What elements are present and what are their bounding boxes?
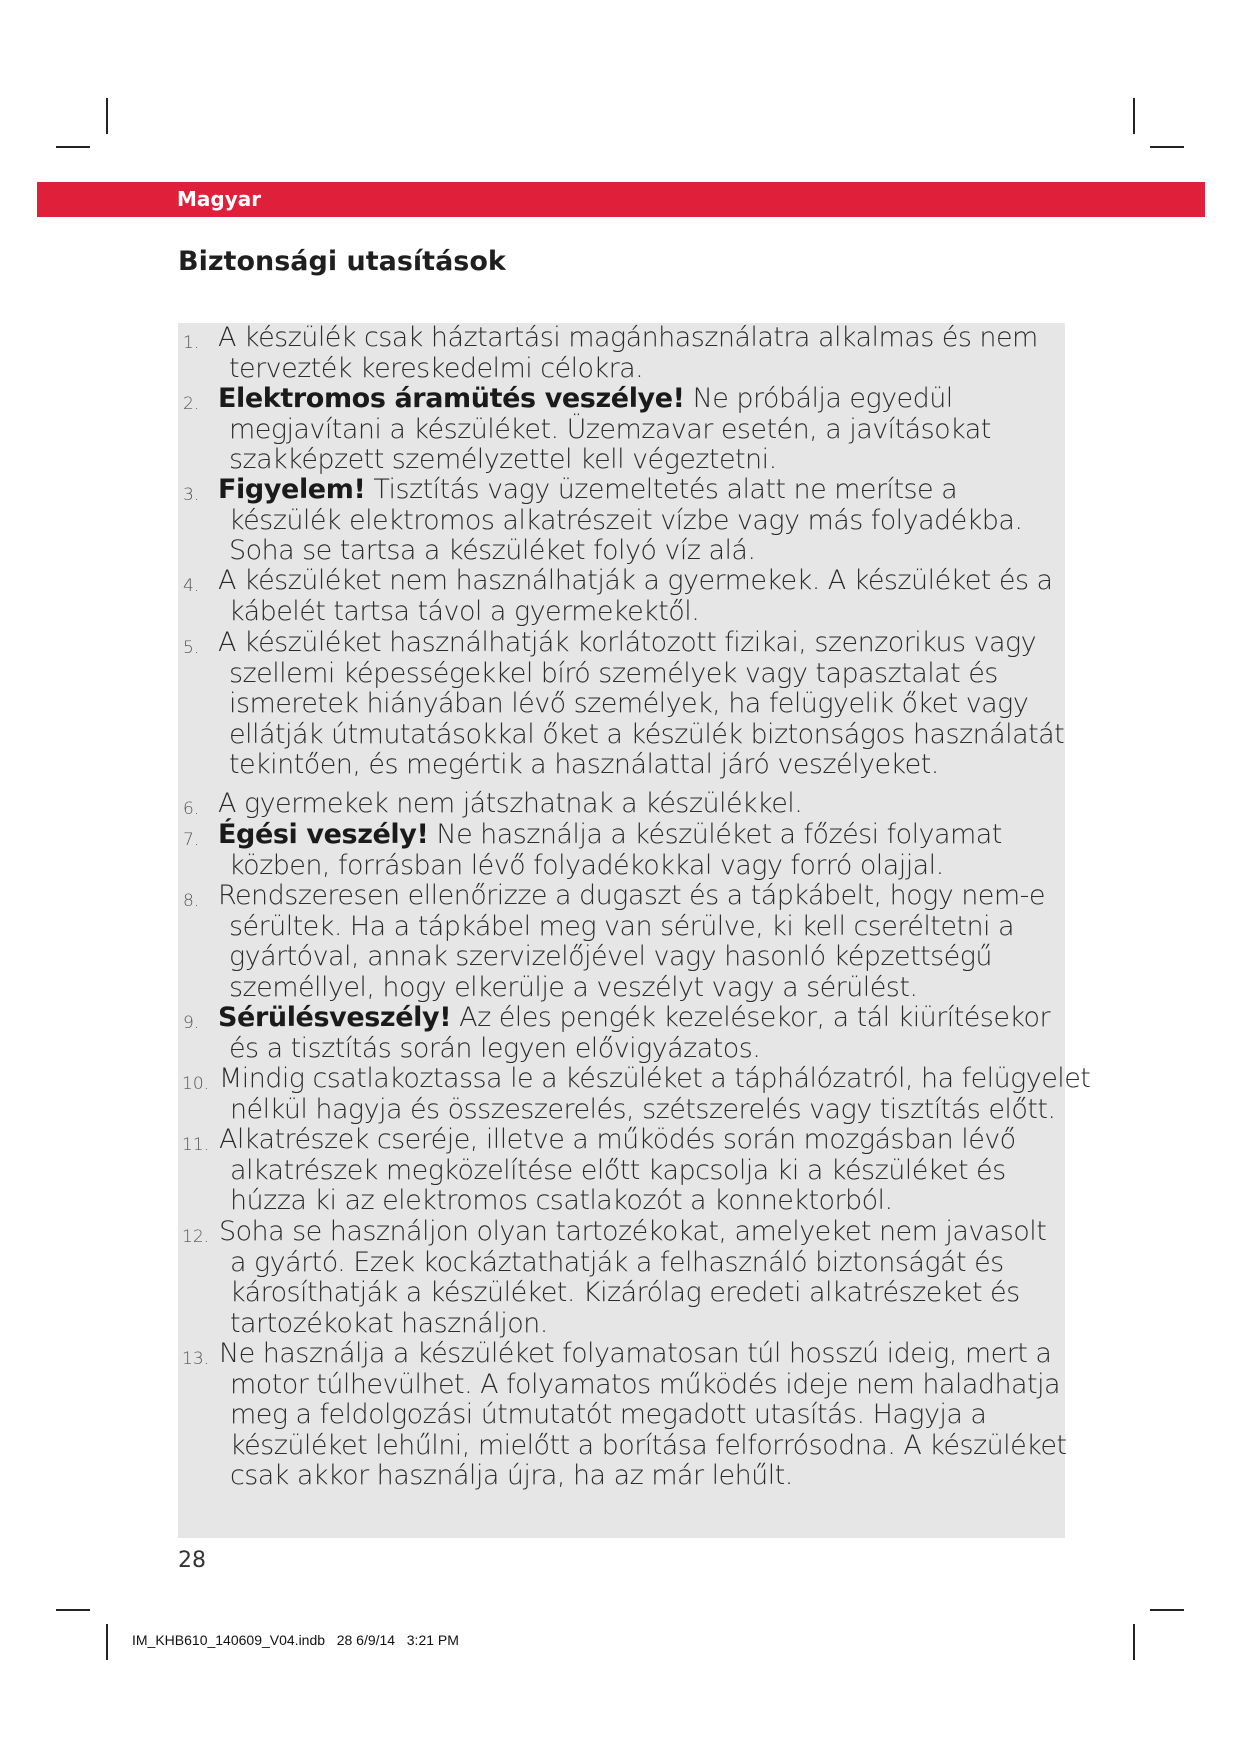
safety-item-text [178, 475, 1065, 567]
safety-item [178, 789, 1065, 820]
safety-item-text [178, 323, 1065, 384]
crop-mark-top-right-horizontal [1150, 146, 1184, 148]
crop-mark-top-left-vertical [106, 98, 108, 134]
warning-highlight: Elektromos áramütés veszélye! [218, 383, 685, 414]
safety-item-line: A gyermekek nem játszhatnak a készülékkel. [218, 788, 803, 819]
safety-item [178, 820, 1065, 881]
safety-item [178, 1125, 1065, 1217]
language-header-bar [37, 182, 1205, 217]
crop-mark-top-right-vertical [1133, 98, 1135, 134]
safety-item-number: 8. [183, 891, 200, 911]
safety-item-line: húzza ki az elektromos csatlakozót a konnektorból. [230, 1185, 893, 1216]
safety-item-line: A készülék csak háztartási magánhasználatra alkalmas és nem [218, 322, 1038, 353]
safety-item-line: meg a feldolgozási útmutatót megadott utasítás. Hagyja a [230, 1399, 987, 1430]
safety-item-number: 12. [182, 1227, 210, 1247]
safety-item-line: és a tisztítás során legyen elővigyázatos. [229, 1032, 761, 1064]
safety-item-number: 4. [183, 576, 200, 596]
safety-item-text [178, 1339, 1065, 1492]
safety-item-line [218, 475, 1065, 506]
safety-item [178, 384, 1065, 476]
safety-item-line: a gyártó. Ezek kockáztathatják a felhasználó biztonságát és [230, 1246, 1004, 1278]
safety-item [178, 323, 1065, 384]
safety-item-line: A készüléket nem használhatják a gyermekek. A készüléket és a [218, 565, 1053, 596]
safety-item-number: 11. [182, 1135, 210, 1155]
safety-item-line: Soha se tartsa a készüléket folyó víz alá. [229, 535, 756, 566]
safety-item-line: tekintően, és megértik a használattal járó veszélyeket. [229, 749, 939, 780]
safety-item [178, 475, 1065, 567]
safety-item [178, 1339, 1065, 1492]
safety-item-number: 13. [182, 1349, 210, 1369]
safety-item [178, 1217, 1065, 1339]
crop-mark-bottom-left-horizontal [56, 1609, 90, 1611]
safety-item-line [218, 820, 1065, 851]
safety-item-text [178, 881, 1065, 1003]
safety-item-line: megjavítani a készüléket. Üzemzavar esetén, a javításokat [229, 413, 991, 445]
safety-item-line: Alkatrészek cseréje, illetve a működés során mozgásban lévő [219, 1124, 1016, 1155]
safety-item-line: szellemi képességekkel bíró személyek vagy tapasztalat és [229, 657, 998, 689]
safety-item-line: személlyel, hogy elkerülje a veszélyt vagy a sérülést. [229, 971, 918, 1003]
warning-highlight: Sérülésveszély! [218, 1002, 452, 1033]
page-number: 28 [178, 1548, 206, 1573]
safety-item-line [218, 384, 1065, 415]
safety-item-line: Mindig csatlakoztassa le a készüléket a táphálózatról, ha felügyelet [219, 1063, 1091, 1094]
safety-item-line: ismeretek hiányában lévő személyek, ha felügyelik őket vagy [229, 688, 1029, 719]
safety-item-line-text: Tisztítás vagy üzemeltetés alatt ne merítse a [365, 474, 958, 505]
safety-item-line: motor túlhevülhet. A folyamatos működés ideje nem haladhatja [230, 1368, 1060, 1400]
safety-item-number: 6. [183, 799, 200, 819]
safety-item-text [178, 789, 1065, 820]
safety-item-number: 5. [183, 638, 200, 658]
crop-mark-bottom-right-vertical [1133, 1624, 1135, 1660]
safety-item-number: 9. [183, 1013, 200, 1033]
safety-item-text [178, 1217, 1065, 1339]
safety-item-line-text: Ne használja a készüléket a főzési folyamat [428, 819, 1002, 850]
crop-mark-top-left-horizontal [56, 146, 90, 148]
safety-item-line: sérültek. Ha a tápkábel meg van sérülve, ki kell cseréltetni a [229, 910, 1014, 942]
safety-item-line: készüléket lehűlni, mielőtt a borítása felforrósodna. A készüléket [230, 1429, 1067, 1461]
safety-item [178, 628, 1065, 781]
crop-mark-bottom-left-vertical [106, 1624, 108, 1660]
safety-item-line: gyártóval, annak szervizelőjével vagy hasonló képzettségű [229, 941, 992, 972]
safety-item-text [178, 1125, 1065, 1217]
safety-item [178, 1063, 1091, 1125]
safety-item-line: tervezték kereskedelmi célokra. [229, 352, 644, 384]
safety-item [178, 881, 1065, 1003]
safety-item-number: 10. [182, 1074, 210, 1094]
language-label: Magyar [177, 187, 262, 211]
safety-item-text [178, 820, 1065, 881]
safety-item-line: szakképzett személyzettel kell végeztetni. [229, 444, 777, 475]
safety-item-text [178, 628, 1065, 781]
safety-item-line: készülék elektromos alkatrészeit vízbe vagy más folyadékba. [229, 504, 1023, 536]
safety-item-line: alkatrészek megközelítése előtt kapcsolja ki a készüléket és [230, 1154, 1006, 1186]
safety-item-number: 2. [183, 394, 200, 414]
safety-item [178, 1003, 1065, 1064]
safety-item-line: Soha se használjon olyan tartozékokat, amelyeket nem javasolt [219, 1216, 1047, 1247]
section-title: Biztonsági utasítások [178, 246, 506, 277]
safety-item-line: kábelét tartsa távol a gyermekektől. [229, 595, 700, 627]
safety-item-number: 7. [183, 830, 200, 850]
safety-item-line-text: Ne próbálja egyedül [684, 383, 953, 414]
safety-item-line: A készüléket használhatják korlátozott fizikai, szenzorikus vagy [218, 627, 1037, 658]
print-file-info: IM_KHB610_140609_V04.indb 28 6/9/14 3:21 PM [132, 1632, 459, 1648]
crop-mark-bottom-right-horizontal [1150, 1609, 1184, 1611]
safety-item-line: Ne használja a készüléket folyamatosan túl hosszú ideig, mert a [219, 1338, 1052, 1369]
safety-item-line: károsíthatják a készüléket. Kizárólag eredeti alkatrészeket és [230, 1277, 1020, 1308]
safety-item-text [178, 384, 1065, 476]
safety-item-line: csak akkor használja újra, ha az már lehűlt. [230, 1460, 793, 1491]
safety-item-text [178, 566, 1065, 627]
safety-item-line: közben, forrásban lévő folyadékokkal vagy forró olajjal. [229, 849, 944, 881]
safety-item-number: 1. [183, 333, 200, 353]
safety-item-number: 3. [183, 485, 200, 505]
safety-item-line: ellátják útmutatásokkal őket a készülék biztonságos használatát [229, 718, 1065, 750]
safety-instructions-box [178, 322, 1091, 1538]
safety-item-line: tartozékokat használjon. [230, 1307, 548, 1339]
safety-item-line-text: Az éles pengék kezelésekor, a tál kiürítésekor [451, 1002, 1051, 1033]
safety-item-text [178, 1063, 1091, 1125]
safety-item-line: Rendszeresen ellenőrizze a dugaszt és a tápkábelt, hogy nem-e [218, 880, 1045, 911]
safety-item-line: nélkül hagyja és összeszerelés, szétszerelés vagy tisztítás előtt. [230, 1093, 1056, 1125]
warning-highlight: Égési veszély! [218, 819, 429, 850]
safety-item-line [218, 1003, 1065, 1034]
warning-highlight: Figyelem! [218, 474, 366, 505]
safety-item-text [178, 1003, 1065, 1064]
safety-item [178, 566, 1065, 627]
